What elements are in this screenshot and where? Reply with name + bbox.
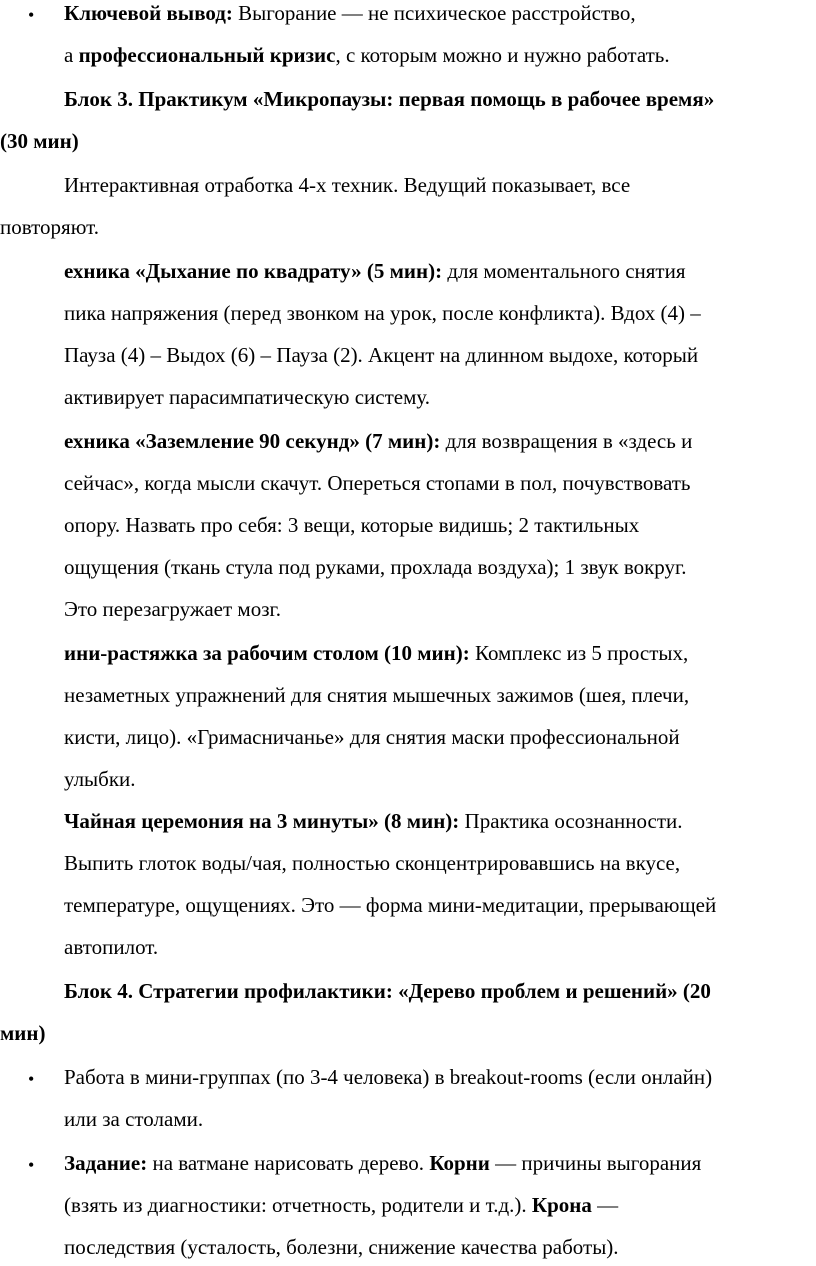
text-run: Это перезагружает мозг. <box>64 597 281 621</box>
bold-text: профессиональный кризис <box>78 43 336 67</box>
text-line <box>64 45 670 66</box>
text-run: на ватмане нарисовать дерево. <box>147 1151 430 1175</box>
text-line <box>64 853 680 874</box>
text-run: последствия (усталость, болезни, снижение качества работы). <box>64 1235 619 1259</box>
section-heading-line <box>0 131 79 152</box>
text-line <box>64 3 636 24</box>
bold-text: Блок 3. Практикум «Микропаузы: первая помощь в рабочее время» <box>64 87 715 111</box>
text-line <box>64 473 691 494</box>
bold-text: (30 мин) <box>0 129 79 153</box>
text-line <box>64 895 716 916</box>
text-run: (взять из диагностики: отчетность, родители и т.д.). <box>64 1193 532 1217</box>
text-run: — <box>591 1193 619 1217</box>
bold-text: мин) <box>0 1021 46 1045</box>
bold-text: ехника «Заземление 90 секунд» (7 мин): <box>64 429 441 453</box>
text-run: для возвращения в «здесь и <box>440 429 693 453</box>
bold-text: Корни <box>429 1151 490 1175</box>
bullet-icon: • <box>28 1155 35 1175</box>
text-run: незаметных упражнений для снятия мышечных зажимов (шея, плечи, <box>64 683 690 707</box>
bold-text: Крона <box>531 1193 592 1217</box>
text-line <box>0 217 99 238</box>
text-line <box>64 727 680 748</box>
text-run: Работа в мини-группах (по 3-4 человека) в breakout-rooms (если онлайн) <box>64 1065 713 1089</box>
text-run: , с которым можно и нужно работать. <box>335 43 670 67</box>
text-line <box>64 431 692 452</box>
text-line <box>64 1195 618 1216</box>
text-line <box>64 261 686 282</box>
text-run: Практика осознанности. <box>459 809 683 833</box>
text-line <box>64 175 630 196</box>
text-line <box>64 643 688 664</box>
text-line <box>64 557 687 578</box>
text-run: активирует парасимпатическую систему. <box>64 385 431 409</box>
text-run: автопилот. <box>64 935 159 959</box>
text-line <box>64 1153 701 1174</box>
text-run: Комплекс из 5 простых, <box>469 641 689 665</box>
text-line <box>64 937 158 958</box>
bullet-icon: • <box>28 1069 35 1089</box>
text-line <box>64 345 698 366</box>
text-line <box>64 515 639 536</box>
bold-text: ехника «Дыхание по квадрату» (5 мин): <box>64 259 443 283</box>
text-run: пика напряжения (перед звонком на урок, после конфликта). Вдох (4) – <box>64 301 701 325</box>
text-line <box>64 1067 712 1088</box>
text-run: опору. Назвать про себя: 3 вещи, которые видишь; 2 тактильных <box>64 513 640 537</box>
text-run: Выгорание — не психическое расстройство, <box>232 1 636 25</box>
bold-text: Чайная церемония на 3 минуты» (8 мин): <box>64 809 460 833</box>
bold-text: Задание: <box>64 1151 148 1175</box>
text-run: сейчас», когда мысли скачут. Опереться стопами в пол, почувствовать <box>64 471 691 495</box>
text-run: ощущения (ткань стула под руками, прохлада воздуха); 1 звук вокруг. <box>64 555 687 579</box>
text-line <box>64 811 683 832</box>
bold-text: Ключевой вывод: <box>64 1 233 25</box>
section-heading-line <box>64 981 711 1002</box>
text-run: для моментального снятия <box>442 259 686 283</box>
text-run: Пауза (4) – Выдох (6) – Пауза (2). Акцент на длинном выдохе, который <box>64 343 699 367</box>
text-line <box>64 1237 619 1258</box>
text-run: Выпить глоток воды/чая, полностью сконцентрировавшись на вкусе, <box>64 851 681 875</box>
text-line <box>64 685 689 706</box>
text-line <box>64 769 136 790</box>
bold-text: Блок 4. Стратегии профилактики: «Дерево проблем и решений» (20 <box>64 979 711 1003</box>
section-heading-line <box>0 1023 46 1044</box>
text-line <box>64 599 281 620</box>
text-line <box>64 1109 203 1130</box>
text-run: а <box>64 43 79 67</box>
text-run: улыбки. <box>64 767 136 791</box>
section-heading-line <box>64 89 714 110</box>
text-run: или за столами. <box>64 1107 204 1131</box>
text-run: повторяют. <box>0 215 99 239</box>
text-run: температуре, ощущениях. Это — форма мини-медитации, прерывающей <box>64 893 717 917</box>
text-run: Интерактивная отработка 4-х техник. Ведущий показывает, все <box>64 173 631 197</box>
bullet-icon: • <box>28 5 35 25</box>
text-run: кисти, лицо). «Гримасничанье» для снятия маски профессиональной <box>64 725 680 749</box>
text-line <box>64 303 701 324</box>
text-line <box>64 387 430 408</box>
text-run: — причины выгорания <box>489 1151 702 1175</box>
bold-text: ини-растяжка за рабочим столом (10 мин): <box>64 641 470 665</box>
